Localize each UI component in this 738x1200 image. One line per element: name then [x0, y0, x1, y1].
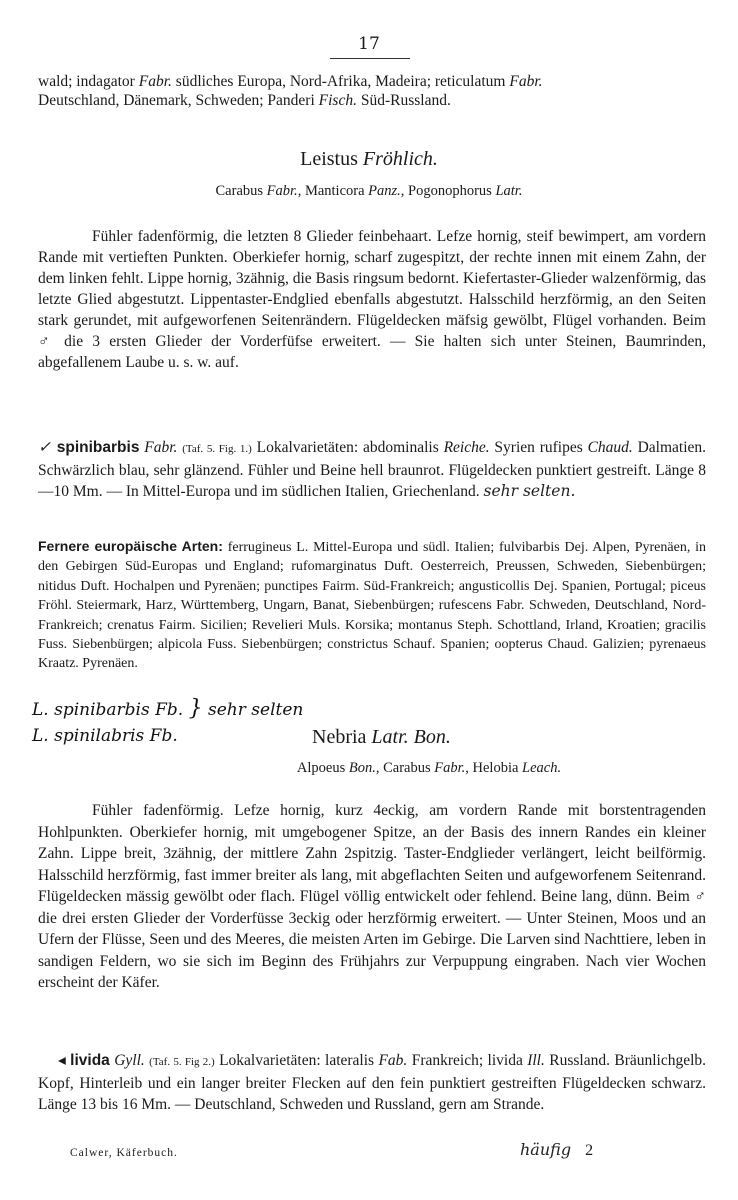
genus-synonyms-leistus [0, 183, 738, 200]
footer-source: Calwer, Käferbuch. [70, 1147, 178, 1159]
genus-synonyms-nebria [60, 760, 738, 777]
other-european-species [38, 537, 706, 674]
check-mark-icon: ✓ [38, 438, 52, 456]
text-span: Süd-Russland. [356, 92, 451, 109]
text-span: Deutschland, Dänemark, Schweden; Panderi [38, 92, 319, 109]
author-abbrev: Fabr. [144, 439, 178, 456]
author-abbrev: Ill. [527, 1052, 545, 1069]
text-span: , Pogonophorus [400, 183, 496, 199]
nebria-description: Fühler fadenförmig. Lefze hornig, kurz 4eckig, am vordern Rande mit borstentragenden Hohlpunkten. Oberkiefer hornig, mit umgebogener Spitze, an der Basis des innern Randes ein kleiner Zahn. Lippe breit, 3zähnig, der mittlere Zahn 2spitzig. Taster-Endglieder verlängert, leicht beilförmig. Halsschild herzförmig, fast immer breiter als lang, mit abgeflachten Seiten und aufgeworfenem Seitenrand. Flügeldecken mässig gewölbt oder flach. Flügel völlig entwickelt oder fehlend. Beine lang, dünn. Beim ♂ die drei ersten Glieder der Vorderfüsse 3eckig oder herzförmig erweitert. — Unter Steinen, Moos und an Ufern der Flüsse, Seen und des Meeres, die meisten Arten im Gebirge. Die Larven sind Nachttiere, leben in sandigen Feldern, wo sie sich im Beginn des Frühjahrs zur Verpuppung eingraben. Nach vier Wochen erscheint der Käfer. [38, 802, 706, 991]
text-span: , Manticora [297, 183, 369, 199]
handwritten-brace: } [188, 696, 203, 721]
author-abbrev: Fabr. [266, 183, 298, 199]
author-abbrev: Gyll. [114, 1052, 145, 1069]
section-label: Fernere europäische Arten: [38, 538, 223, 554]
genus-name: Nebria [312, 726, 367, 748]
author-abbrev: Chaud. [587, 439, 633, 456]
author-abbrev: Latr. [495, 183, 523, 199]
text-span: wald; indagator [38, 73, 139, 90]
species-list-text: ferrugineus L. Mittel-Europa und südl. Italien; fulvibarbis Dej. Alpen, Pyrenäen, in den Gebirgen Süd-Europas und England; rufomarginatus Duft. Oesterreich, Preussen, Schweden, Siebenbürgen; nitidus Duft. Hochalpen und Pyrenäen; punctipes Fairm. Süd-Frankreich; angusticollis Dej. Spanien, Portugal; piceus Fröhl. Steiermark, Harz, Württemberg, Ungarn, Banat, Siebenbürgen; rufescens Fabr. Schweden, Deutschland, Nord-Frankreich; crenatus Fairm. Sicilien; Revelieri Muls. Korsika; montanus Steph. Schottland, Irland, Kroatien; gracilis Fuss. Siebenbürgen; alpicola Fuss. Siebenbürgen; constrictus Schauf. Spanien; oopterus Chaud. Galizien; pyrenaeus Kraatz. Pyrenäen. [38, 540, 706, 672]
signature-number: 2 [585, 1142, 594, 1159]
species-name: spinibarbis [56, 439, 140, 456]
species-livida [38, 1050, 706, 1115]
page-number-rule [330, 58, 410, 59]
handwritten-margin-line-1 [32, 696, 303, 721]
author-abbrev: Bon. [348, 760, 376, 776]
handwritten-margin-line-2 [32, 726, 178, 746]
species-spinibarbis [38, 437, 706, 502]
genus-heading-leistus [0, 148, 738, 171]
text-span: Alpoeus [296, 760, 349, 776]
text-span: Russland. Bräunlichgelb. Kopf, Hinterleib und ein langer breiter Flecken auf den fein punktiert gestreiften Flügeldecken schwarz. Länge 13 bis 16 Mm. — Deutschland, Schweden und Russland, gern am Strande. [38, 1052, 707, 1113]
author-abbrev: Reiche. [443, 439, 490, 456]
genus-name: Leistus [300, 148, 358, 170]
text-span: Dalmatien. Schwärzlich blau, sehr glänzend. Fühler und Beine hell braunrot. Flügeldecken punktiert gestreift. Länge 8—10 Mm. — In Mittel-Europa und im südlichen Italien, Griechenland. [38, 439, 707, 500]
author-abbrev: Fabr. [509, 73, 543, 90]
leistus-description: Fühler fadenförmig, die letzten 8 Glieder feinbehaart. Lefze hornig, steif bewimpert, am vordern Rande mit vertieften Punkten. Oberkiefer hornig, scharf zugespitzt, der rechte innen mit einem Zahn, der dem linken fehlt. Lippe hornig, 3zähnig, die Basis ringsum bedornt. Kiefertaster-Glieder walzenförmig, das letzte Glied abgestutzt. Lippentaster-Endglied ebenfalls abgestutzt. Halsschild herzförmig, an den Seiten stark gerundet, mit aufgeworfenen Seitenrändern. Flügeldecken mäfsig gewölbt, Flügel vorhanden. Beim ♂ die 3 ersten Glieder der Vorderfüfse erweitert. — Sie halten sich unter Steinen, Baumrinden, abgefallenem Laube u. s. w. auf. [38, 228, 706, 371]
genus-author: Fröhlich. [362, 148, 438, 170]
genus-heading-nebria [312, 726, 451, 749]
genus-author: Latr. Bon. [371, 726, 451, 748]
author-abbrev: Leach. [522, 760, 562, 776]
text-span: , Helobia [465, 760, 523, 776]
text-span: Lokalvarietäten: lateralis [214, 1052, 379, 1069]
author-abbrev: Fab. [378, 1052, 408, 1069]
continued-text [38, 72, 706, 110]
author-abbrev: Fisch. [318, 92, 357, 109]
handwritten-note: häufig [520, 1140, 572, 1159]
author-abbrev: Fabr. [434, 760, 466, 776]
text-span: Lokalvarietäten: abdominalis [251, 439, 444, 456]
handwritten-text: L. spinibarbis Fb. [32, 700, 184, 720]
plate-reference: (Taf. 5. Fig. 1.) [182, 443, 252, 455]
handwritten-note: sehr selten. [483, 482, 576, 500]
handwritten-text: sehr selten [208, 700, 304, 720]
text-span: Syrien rufipes [489, 439, 588, 456]
handwritten-text: L. spinilabris Fb. [32, 726, 178, 746]
text-span: Frankreich; livida [407, 1052, 528, 1069]
author-abbrev: Panz. [368, 183, 401, 199]
text-span: , Carabus [375, 760, 435, 776]
species-name: livida [70, 1052, 110, 1069]
text-span: Carabus [215, 183, 267, 199]
marker-icon: ◂ [58, 1052, 66, 1069]
page-number: 17 [358, 34, 380, 54]
footer-right [520, 1140, 593, 1160]
author-abbrev: Fabr. [138, 73, 172, 90]
text-span: südliches Europa, Nord-Afrika, Madeira; reticulatum [171, 73, 510, 90]
plate-reference: (Taf. 5. Fig 2.) [149, 1056, 215, 1068]
